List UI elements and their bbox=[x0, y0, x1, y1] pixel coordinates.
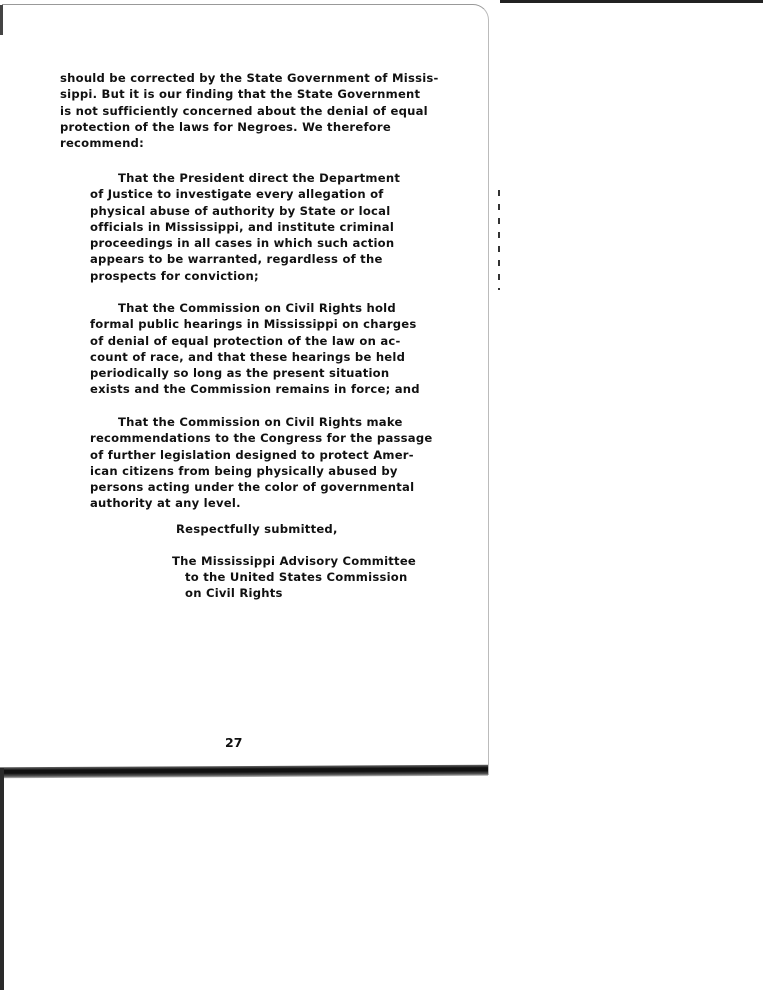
recommendation-1 bbox=[90, 170, 400, 284]
text-line: ican citizens from being physically abused by bbox=[90, 463, 398, 478]
text-line: count of race, and that these hearings be held bbox=[90, 349, 406, 364]
text-line: periodically so long as the present situation bbox=[90, 366, 390, 381]
text-line: recommend: bbox=[60, 136, 144, 151]
text-line: prospects for conviction; bbox=[90, 268, 259, 283]
text-line: should be corrected by the State Government of Missis- bbox=[60, 71, 439, 85]
intro-paragraph bbox=[60, 70, 439, 151]
text-line: authority at any level. bbox=[90, 496, 241, 511]
scan-left-binding bbox=[0, 768, 4, 990]
text-line: persons acting under the color of governmental bbox=[90, 480, 415, 495]
text-line: That the President direct the Department bbox=[118, 171, 401, 185]
text-line: protection of the laws for Negroes. We therefore bbox=[60, 119, 391, 134]
text-line: That the Commission on Civil Rights hold bbox=[118, 301, 396, 315]
text-line: sippi. But it is our finding that the State Government bbox=[60, 87, 421, 102]
text-line: proceedings in all cases in which such action bbox=[90, 236, 395, 251]
signature-line: The Mississippi Advisory Committee bbox=[172, 554, 417, 568]
text-line: appears to be warranted, regardless of the bbox=[90, 252, 383, 267]
signature-line: on Civil Rights bbox=[185, 586, 283, 600]
page-number: 27 bbox=[225, 735, 243, 750]
signature-line: to the United States Commission bbox=[185, 570, 408, 584]
text-line: officials in Mississippi, and institute criminal bbox=[90, 219, 395, 234]
text-line: formal public hearings in Mississippi on charges bbox=[90, 317, 417, 332]
page-bottom-edge bbox=[0, 765, 488, 779]
closing-salutation: Respectfully submitted, bbox=[176, 522, 338, 536]
text-line: exists and the Commission remains in force; and bbox=[90, 382, 420, 397]
text-line: recommendations to the Congress for the passage bbox=[90, 431, 433, 446]
scan-left-edge-top bbox=[0, 5, 3, 35]
recommendation-2 bbox=[90, 300, 420, 398]
text-line: physical abuse of authority by State or local bbox=[90, 203, 391, 218]
text-line: of further legislation designed to protect Amer- bbox=[90, 447, 414, 462]
text-line: That the Commission on Civil Rights make bbox=[118, 415, 403, 429]
signature-block bbox=[172, 553, 416, 601]
text-line: of denial of equal protection of the law on ac- bbox=[90, 333, 401, 348]
text-line: is not sufficiently concerned about the denial of equal bbox=[60, 103, 428, 118]
recommendation-3 bbox=[90, 414, 432, 512]
text-line: of Justice to investigate every allegation of bbox=[90, 187, 384, 202]
scan-right-marks bbox=[498, 190, 500, 290]
scan-top-edge-gap bbox=[0, 0, 500, 3]
